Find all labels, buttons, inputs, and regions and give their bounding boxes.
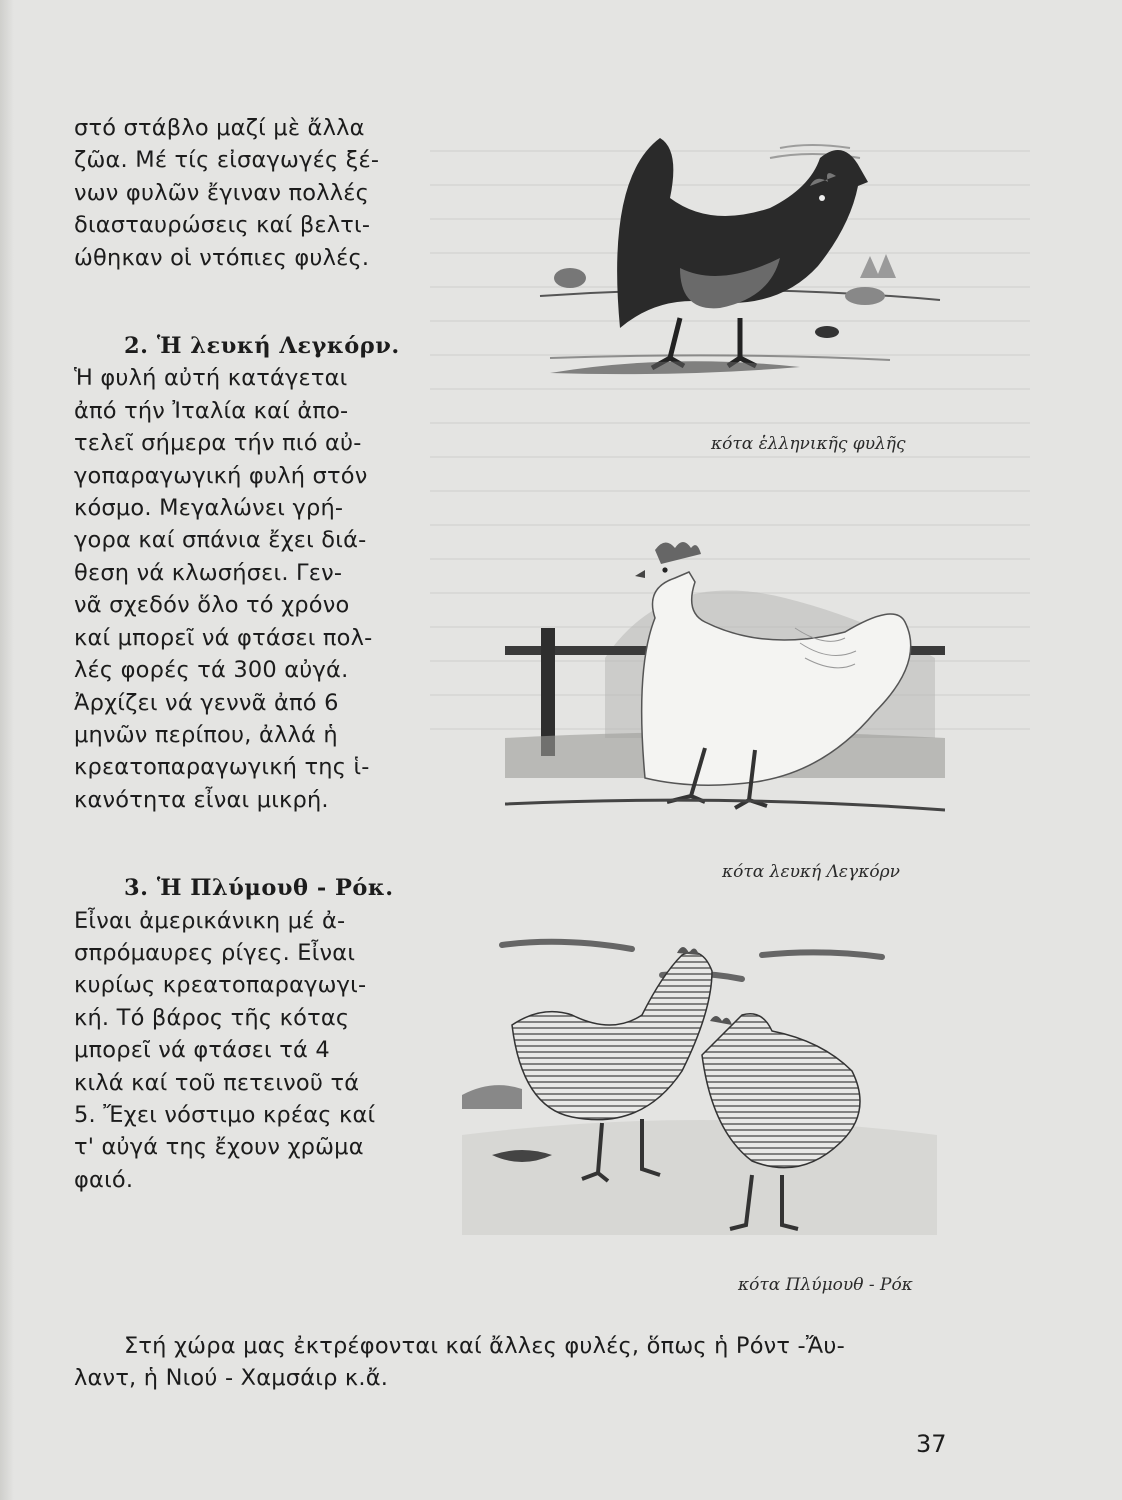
caption-leghorn: κότα λευκή Λεγκόρν <box>722 862 900 882</box>
text-line: κυρίως κρεατοπαραγωγι- <box>74 972 367 999</box>
text-line: Ἡ φυλή αὐτή κατάγεται <box>74 365 348 392</box>
text-line: Στή χώρα μας ἐκτρέφονται καί ἄλλες φυλές, ὅπως ἡ Ρόντ -Ἄυ- <box>124 1333 845 1359</box>
section-heading-plymouth-rock: 3. Ἡ Πλύμουθ - Ρόκ. <box>124 875 394 902</box>
section-heading-leghorn: 2. Ἡ λευκή Λεγκόρν. <box>124 333 400 360</box>
caption-plymouth-rock: κότα Πλύμουθ - Ρόκ <box>738 1275 913 1295</box>
text-line: τελεῖ σήμερα τήν πιό αὐ- <box>74 430 362 457</box>
text-line: νᾶ σχεδόν ὅλο τό χρόνο <box>74 592 350 619</box>
text-line: γορα καί σπάνια ἔχει διά- <box>74 527 367 554</box>
text-line: ἀπό τήν Ἰταλία καί ἀπο- <box>74 397 349 424</box>
text-line: κιλά καί τοῦ πετεινοῦ τά <box>74 1069 360 1096</box>
text-line: Εἶναι ἀμερικάνικη μέ ἀ- <box>74 907 346 934</box>
page-number: 37 <box>916 1430 947 1458</box>
greek-hen-illustration <box>530 128 950 408</box>
text-line: στό στάβλο μαζί μὲ ἄλλα <box>74 115 365 141</box>
text-line: γοπαραγωγική φυλή στόν <box>74 462 368 489</box>
text-line: ώθηκαν οἱ ντόπιες φυλές. <box>74 244 370 271</box>
leghorn-hen-illustration <box>505 528 945 828</box>
text-line: 5. Ἔχει νόστιμο κρέας καί <box>74 1101 376 1128</box>
text-line: σπρόμαυρες ρίγες. Εἶναι <box>74 939 356 966</box>
caption-greek-hen: κότα ἑλληνικῆς φυλῆς <box>711 434 906 454</box>
page-edge <box>0 0 14 1500</box>
text-line: τ' αὐγά της ἔχουν χρῶμα <box>74 1134 364 1161</box>
text-line: φαιό. <box>74 1166 134 1193</box>
left-text-column <box>74 112 418 1196</box>
text-line: κόσμο. Μεγαλώνει γρή- <box>74 495 344 522</box>
text-line: ζῶα. Μέ τίς εἰσαγωγές ξέ- <box>74 147 380 174</box>
text-line: νων φυλῶν ἔγιναν πολλές <box>74 179 369 206</box>
text-line: διασταυρώσεις καί βελτι- <box>74 212 371 239</box>
text-line: κή. Τό βάρος τῆς κότας <box>74 1004 350 1031</box>
plymouth-rock-illustration <box>462 935 937 1235</box>
text-line: λαντ, ἡ Νιού - Χαμσάιρ κ.ἄ. <box>74 1365 389 1392</box>
text-line: λές φορές τά 300 αὐγά. <box>74 657 349 684</box>
closing-paragraph <box>74 1330 948 1395</box>
text-line: μπορεῖ νά φτάσει τά 4 <box>74 1037 330 1064</box>
text-line: Ἀρχίζει νά γεννᾶ ἀπό 6 <box>74 689 339 716</box>
text-line: μηνῶν περίπου, ἀλλά ἡ <box>74 721 338 748</box>
text-line: καί μπορεῖ νά φτάσει πολ- <box>74 624 373 651</box>
text-line: θεση νά κλωσήσει. Γεν- <box>74 559 343 586</box>
text-line: κρεατοπαραγωγική της ἱ- <box>74 754 370 781</box>
text-line: κανότητα εἶναι μικρή. <box>74 786 329 813</box>
